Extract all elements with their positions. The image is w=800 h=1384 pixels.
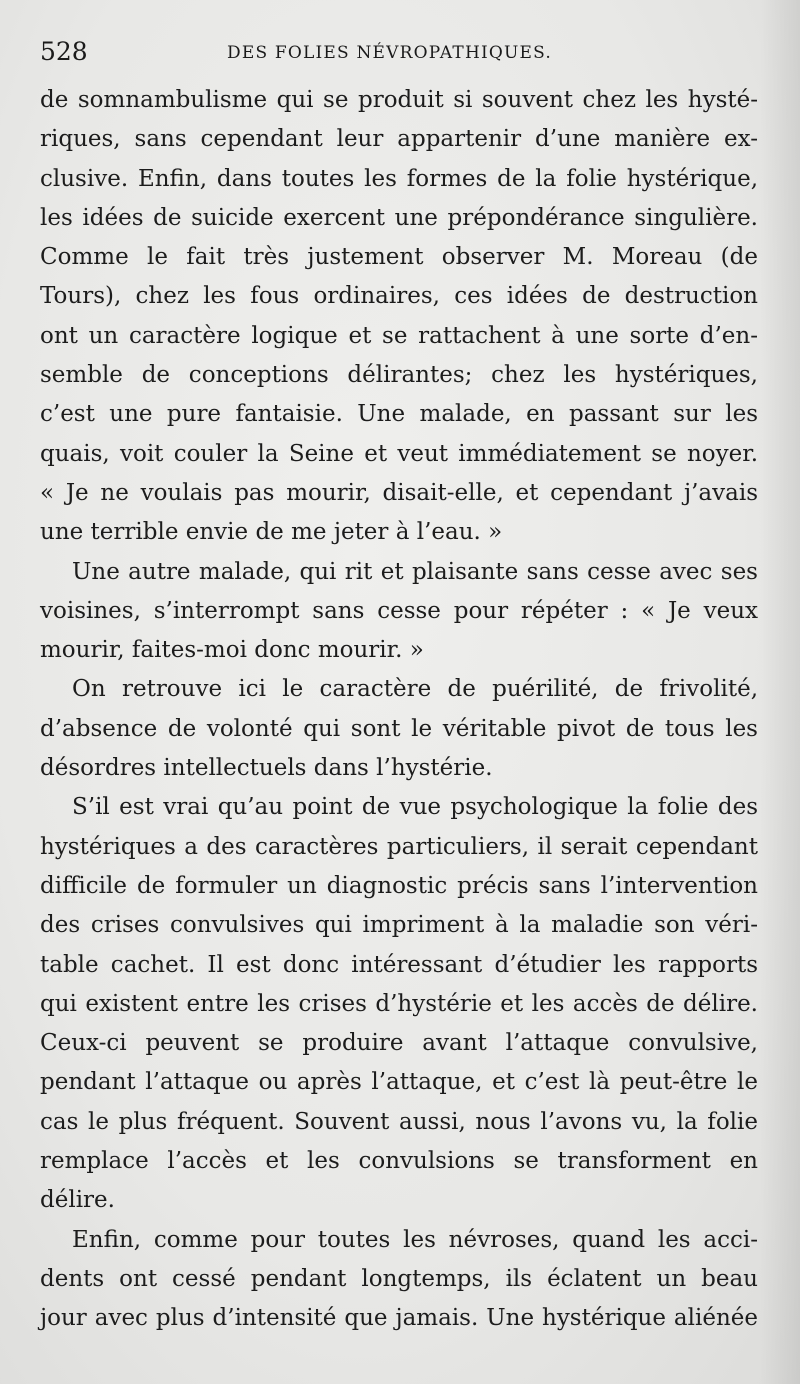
text-line: Ceux-ci peuvent se produire avant l’attaque convulsive, [40,1030,758,1057]
page-number: 528 [40,37,88,66]
running-title: DES FOLIES NÉVROPATHIQUES. [227,43,553,63]
text-line: d’absence de volonté qui sont le véritable pivot de tous les [40,715,758,742]
text-line: Enfin, comme pour toutes les névroses, quand les acci- [72,1226,758,1253]
text-line: désordres intellectuels dans l’hystérie. [40,755,493,782]
text-line: de somnambulisme qui se produit si souvent chez les hysté- [40,87,758,113]
page-edge-shadow [760,0,800,1384]
text-line: une terrible envie de me jeter à l’eau. » [40,519,503,546]
text-line: dents ont cessé pendant longtemps, ils éclatent un beau [40,1265,758,1292]
text-line: Tours), chez les fous ordinaires, ces idées de destruction [40,283,758,310]
text-line: riques, sans cependant leur appartenir d’une manière ex- [40,126,758,153]
text-line: Comme le fait très justement observer M. Moreau (de [40,244,758,271]
page-header [40,36,760,68]
text-line: des crises convulsives qui impriment à la maladie son véri- [40,912,758,939]
text-line: jour avec plus d’intensité que jamais. Une hystérique aliénée [40,1305,758,1332]
text-line: clusive. Enfin, dans toutes les formes de la folie hystérique, [40,165,758,192]
text-line: « Je ne voulais pas mourir, disait-elle, et cependant j’avais [40,479,758,506]
text-line: S’il est vrai qu’au point de vue psychologique la folie des [72,794,758,821]
text-line: hystériques a des caractères particuliers, il serait cependant [40,833,758,860]
text-line: difficile de formuler un diagnostic précis sans l’intervention [40,872,758,899]
text-line: quais, voit couler la Seine et veut immédiatement se noyer. [40,440,758,467]
text-line: mourir, faites-moi donc mourir. » [40,637,424,664]
text-line: semble de conceptions délirantes; chez les hystériques, [40,362,758,389]
text-line: ont un caractère logique et se rattachent à une sorte d’en- [40,322,758,349]
body-text [40,81,758,1339]
text-line: remplace l’accès et les convulsions se transforment en [40,1148,758,1175]
text-line: table cachet. Il est donc intéressant d’étudier les rapports [40,951,758,978]
text-line: Une autre malade, qui rit et plaisante sans cesse avec ses [72,558,758,585]
text-line: c’est une pure fantaisie. Une malade, en passant sur les [40,401,758,428]
text-line: les idées de suicide exercent une prépondérance singulière. [40,204,758,231]
text-line: voisines, s’interrompt sans cesse pour répéter : « Je veux [40,597,758,624]
text-line: délire. [40,1187,115,1214]
text-line: pendant l’attaque ou après l’attaque, et c’est là peut-être le [40,1069,758,1096]
text-line: qui existent entre les crises d’hystérie et les accès de délire. [40,990,758,1017]
text-line: On retrouve ici le caractère de puérilité, de frivolité, [72,676,758,703]
text-line: cas le plus fréquent. Souvent aussi, nous l’avons vu, la folie [40,1108,758,1135]
